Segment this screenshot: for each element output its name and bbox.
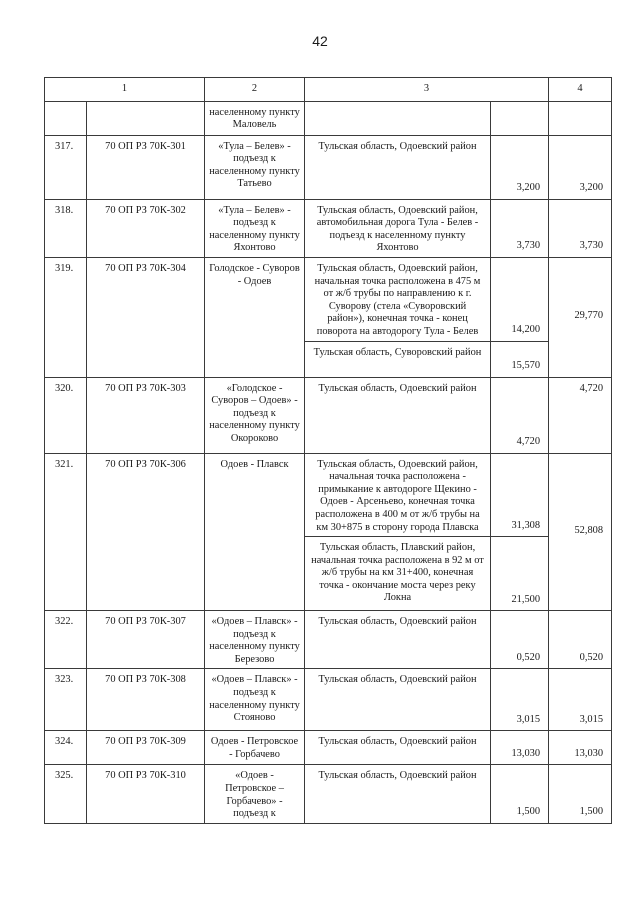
total-length: 29,770 (549, 257, 612, 377)
road-name: Голодское - Суворов - Одоев (205, 257, 305, 377)
total-length: 52,808 (549, 453, 612, 611)
row-number: 321. (45, 453, 87, 611)
road-code: 70 ОП РЗ 70К-307 (87, 611, 205, 669)
road-code: 70 ОП РЗ 70К-303 (87, 377, 205, 453)
row-number: 317. (45, 135, 87, 199)
road-name: «Одоев – Плавск» - подъезд к населенному пункту Стояново (205, 669, 305, 731)
table-row (45, 669, 612, 731)
road-code: 70 ОП РЗ 70К-310 (87, 765, 205, 823)
road-location: Тульская область, Плавский район, начальная точка расположена в 92 м от ж/б трубы на км 31+400, конечная точка - окончание моста через реку Локна (305, 537, 491, 611)
segment-length: 14,200 (491, 257, 549, 341)
road-location: Тульская область, Одоевский район (305, 765, 491, 823)
segment-length (491, 101, 549, 135)
row-number (45, 101, 87, 135)
segment-length: 13,030 (491, 731, 549, 765)
segment-length: 21,500 (491, 537, 549, 611)
road-location: Тульская область, Одоевский район, начальная точка расположена в 475 м от ж/б трубы по направлению к г. Суворову (стела «Суворовский район»), конечная точка - конец поворота на автодорогу Тула - Белев (305, 257, 491, 341)
road-code: 70 ОП РЗ 70К-306 (87, 453, 205, 611)
total-length: 3,730 (549, 199, 612, 257)
road-location: Тульская область, Суворовский район (305, 341, 491, 377)
road-location: Тульская область, Одоевский район, начальная точка расположена - примыкание к автодороге Щекино - Одоев - Арсеньево, конечная точка расположена в 400 м от ж/б трубы на км 30+875 в сторону города Плавска (305, 453, 491, 537)
road-code: 70 ОП РЗ 70К-302 (87, 199, 205, 257)
total-length: 3,200 (549, 135, 612, 199)
road-code: 70 ОП РЗ 70К-304 (87, 257, 205, 377)
total-length (549, 101, 612, 135)
row-number: 318. (45, 199, 87, 257)
header-col-3: 3 (305, 78, 549, 102)
road-name: «Одоев - Петровское – Горбачево» - подъезд к (205, 765, 305, 823)
table-row (45, 135, 612, 199)
segment-length: 3,200 (491, 135, 549, 199)
header-col-1: 1 (45, 78, 205, 102)
segment-length: 1,500 (491, 765, 549, 823)
segment-length: 3,730 (491, 199, 549, 257)
road-location: Тульская область, Одоевский район (305, 731, 491, 765)
table-row-continuation (45, 101, 612, 135)
row-number: 322. (45, 611, 87, 669)
table-row (45, 199, 612, 257)
segment-length: 4,720 (491, 377, 549, 453)
total-length: 3,015 (549, 669, 612, 731)
road-code: 70 ОП РЗ 70К-301 (87, 135, 205, 199)
row-number: 320. (45, 377, 87, 453)
row-number: 323. (45, 669, 87, 731)
segment-length: 3,015 (491, 669, 549, 731)
road-location: Тульская область, Одоевский район (305, 377, 491, 453)
road-name: «Тула – Белев» - подъезд к населенному пункту Яхонтово (205, 199, 305, 257)
table-row (45, 731, 612, 765)
segment-length: 31,308 (491, 453, 549, 537)
road-name: Одоев - Плавск (205, 453, 305, 611)
row-number: 324. (45, 731, 87, 765)
table-row (45, 377, 612, 453)
total-length: 0,520 (549, 611, 612, 669)
road-name: населенному пункту Маловель (205, 101, 305, 135)
roads-table (44, 77, 612, 824)
road-name: «Одоев – Плавск» - подъезд к населенному пункту Березово (205, 611, 305, 669)
row-number: 319. (45, 257, 87, 377)
road-code: 70 ОП РЗ 70К-309 (87, 731, 205, 765)
road-code (87, 101, 205, 135)
header-row (45, 78, 612, 102)
road-name: «Голодское - Суворов – Одоев» - подъезд к населенному пункту Окороково (205, 377, 305, 453)
road-code: 70 ОП РЗ 70К-308 (87, 669, 205, 731)
total-length: 1,500 (549, 765, 612, 823)
table-row (45, 765, 612, 823)
header-col-4: 4 (549, 78, 612, 102)
road-location (305, 101, 491, 135)
segment-length: 0,520 (491, 611, 549, 669)
road-location: Тульская область, Одоевский район, автомобильная дорога Тула - Белев - подъезд к населенному пункту Яхонтово (305, 199, 491, 257)
road-name: Одоев - Петровское - Горбачево (205, 731, 305, 765)
road-location: Тульская область, Одоевский район (305, 669, 491, 731)
road-location: Тульская область, Одоевский район (305, 135, 491, 199)
segment-length: 15,570 (491, 341, 549, 377)
table-row (45, 611, 612, 669)
road-location: Тульская область, Одоевский район (305, 611, 491, 669)
row-number: 325. (45, 765, 87, 823)
table-row (45, 453, 612, 537)
total-length: 4,720 (549, 377, 612, 453)
header-col-2: 2 (205, 78, 305, 102)
table-row (45, 257, 612, 341)
page-number: 42 (312, 33, 328, 49)
road-name: «Тула – Белев» - подъезд к населенному пункту Татьево (205, 135, 305, 199)
total-length: 13,030 (549, 731, 612, 765)
